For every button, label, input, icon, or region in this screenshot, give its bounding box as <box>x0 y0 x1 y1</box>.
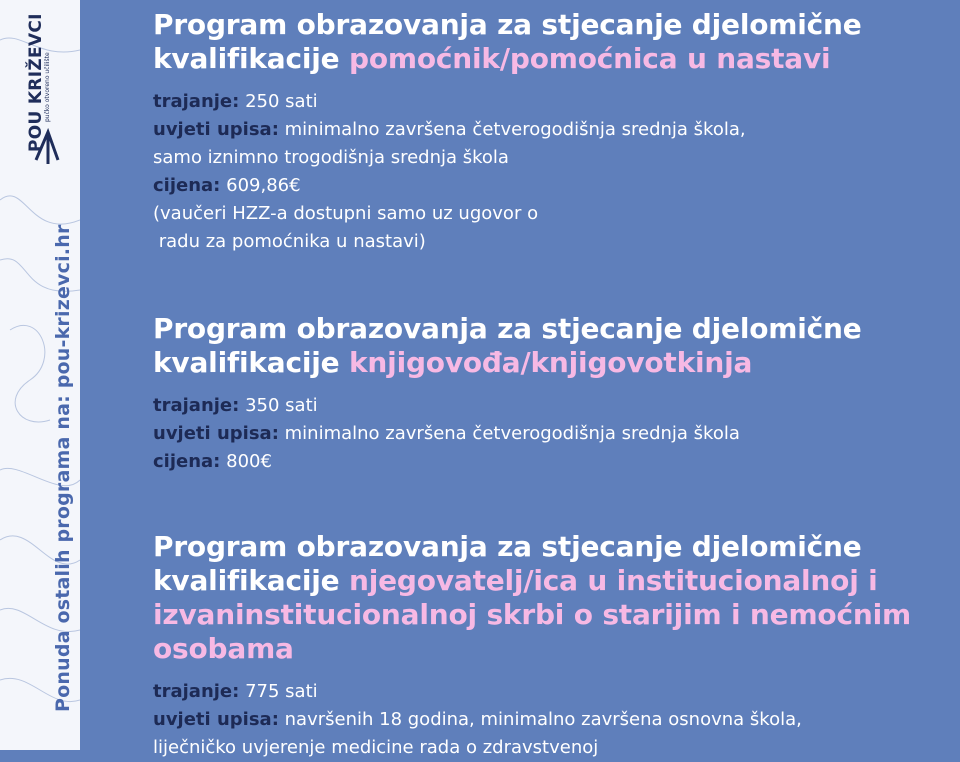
detail-value: (vaučeri HZZ-a dostupni samo uz ugovor o <box>153 203 539 224</box>
detail-value: liječničko uvjerenje medicine rada o zdravstvenoj <box>153 737 599 758</box>
detail-label: uvjeti upisa: <box>153 709 279 730</box>
logo-main-text: POU KRIŽEVCI <box>26 13 46 152</box>
program-details <box>153 88 933 256</box>
detail-line <box>153 420 933 448</box>
title-prefix: Program obrazovanja za stjecanje djelomične kvalifikacije <box>153 312 862 379</box>
program-details <box>153 678 933 762</box>
detail-line <box>153 706 933 734</box>
detail-line <box>153 200 933 228</box>
detail-line <box>153 734 933 762</box>
detail-value: 609,86€ <box>226 175 301 196</box>
detail-line <box>153 172 933 200</box>
detail-value: 350 sati <box>245 395 318 416</box>
program-title <box>153 8 933 76</box>
detail-line <box>153 88 933 116</box>
program-block <box>153 8 933 256</box>
detail-value: navršenih 18 godina, minimalno završena osnovna škola, <box>284 709 802 730</box>
detail-value: samo iznimno trogodišnja srednja škola <box>153 147 509 168</box>
program-block <box>153 530 933 762</box>
title-prefix: Program obrazovanja za stjecanje djelomične kvalifikacije <box>153 8 862 75</box>
detail-value: 775 sati <box>245 681 318 702</box>
title-prefix: Program obrazovanja za stjecanje djelomične kvalifikacije <box>153 530 862 597</box>
detail-line <box>153 228 933 256</box>
detail-value: radu za pomoćnika u nastavi) <box>153 231 426 252</box>
program-block <box>153 312 933 476</box>
logo-sub-text: pučko otvoreno učilište <box>44 52 51 122</box>
detail-value: 800€ <box>226 451 272 472</box>
detail-line <box>153 392 933 420</box>
detail-value: 250 sati <box>245 91 318 112</box>
detail-label: trajanje: <box>153 681 240 702</box>
title-highlight: njegovatelj/ica u institucionalnoj i izvaninstitucionalnoj skrbi o starijim i nemoćnim osobama <box>153 564 911 665</box>
title-highlight: pomoćnik/pomoćnica u nastavi <box>349 42 831 75</box>
program-details <box>153 392 933 476</box>
website-vertical-text: Ponuda ostalih programa na: pou-krizevci.hr <box>52 224 74 712</box>
sidebar <box>0 0 80 750</box>
title-highlight: knjigovođa/knjigovotkinja <box>349 346 753 379</box>
detail-line <box>153 448 933 476</box>
detail-label: trajanje: <box>153 91 240 112</box>
detail-value: minimalno završena četverogodišnja srednja škola <box>284 423 740 444</box>
detail-label: cijena: <box>153 175 221 196</box>
detail-line <box>153 678 933 706</box>
detail-label: trajanje: <box>153 395 240 416</box>
detail-label: uvjeti upisa: <box>153 119 279 140</box>
program-title <box>153 312 933 380</box>
detail-line <box>153 144 933 172</box>
detail-label: uvjeti upisa: <box>153 423 279 444</box>
detail-line <box>153 116 933 144</box>
program-title <box>153 530 933 666</box>
detail-value: minimalno završena četverogodišnja srednja škola, <box>284 119 746 140</box>
detail-label: cijena: <box>153 451 221 472</box>
